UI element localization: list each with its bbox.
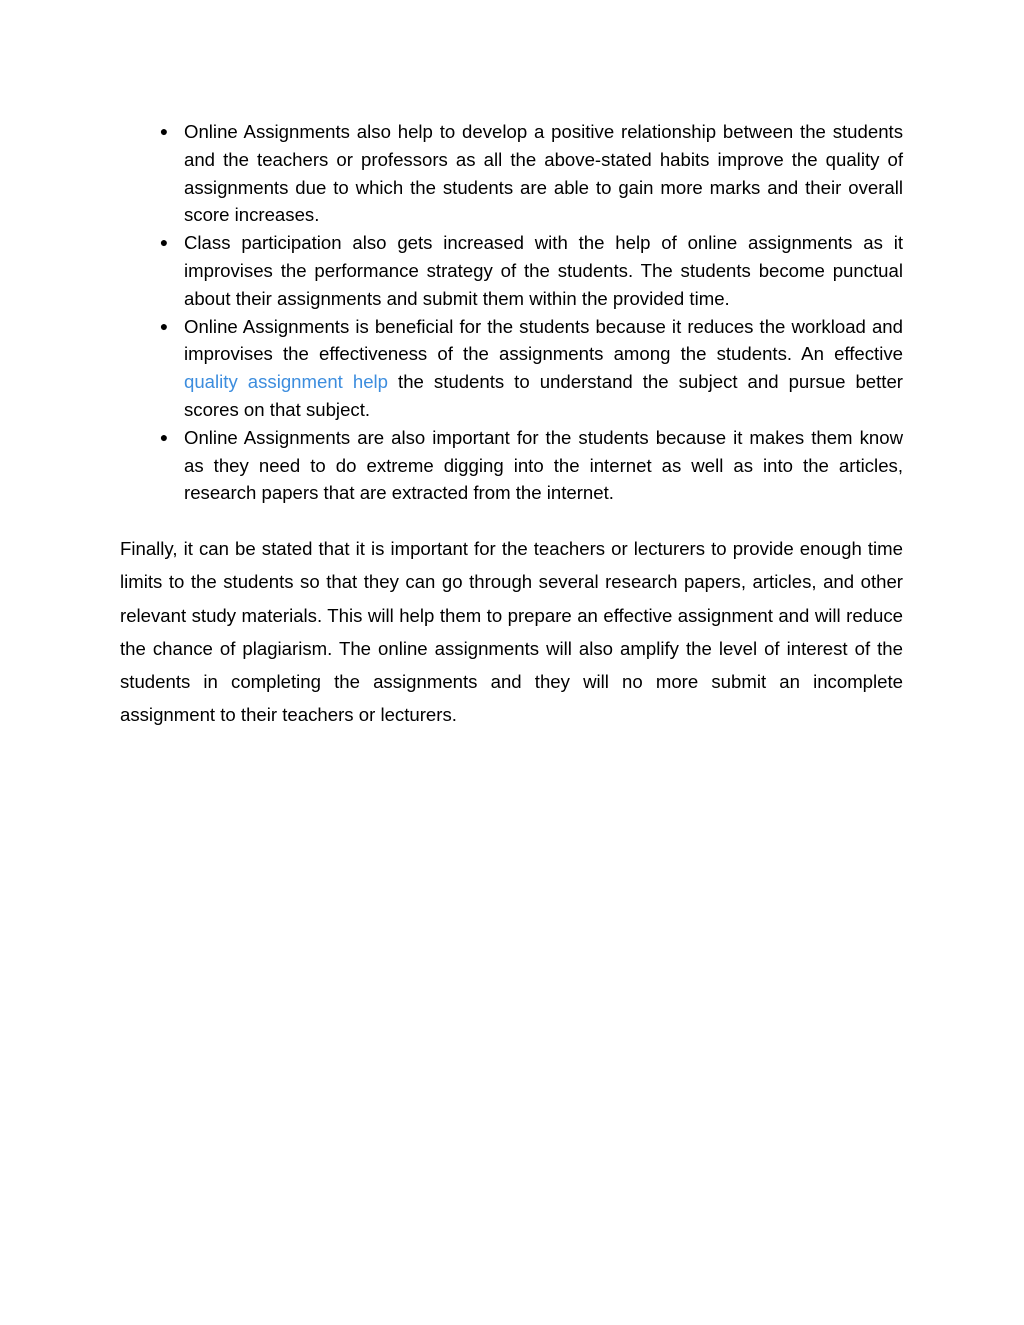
bullet-text-after-link: the students to understand the subject and pursue better scores on that subject. — [184, 371, 903, 420]
bullet-text-before-link: Online Assignments is beneficial for the students because it reduces the workload and improvises the effectiveness of the assignments among the students. An effective — [184, 315, 903, 365]
list-item — [120, 313, 903, 424]
bullet-icon: ● — [159, 234, 169, 251]
bullet-icon: ● — [159, 317, 169, 334]
list-item — [120, 118, 903, 229]
quality-assignment-help-link[interactable]: quality assignment help — [184, 371, 389, 393]
bullet-text: Online Assignments are also important for the students because it makes them know as they need to do extreme digging into the internet as well as into the articles, research papers that are extracted from the internet. — [184, 426, 903, 504]
list-item — [120, 229, 903, 312]
bullet-text: Online Assignments also help to develop a positive relationship between the students and the teachers or professors as all the above-stated habits improve the quality of assignments due to which the students are able to gain more marks and their overall score increases. — [184, 121, 903, 226]
bullet-list — [120, 118, 903, 507]
list-item — [120, 424, 903, 507]
bullet-text: Class participation also gets increased with the help of online assignments as it improvises the performance strategy of the students. The students become punctual about their assignments and submit them within the provided time. — [184, 232, 903, 309]
bullet-icon: ● — [159, 428, 169, 445]
closing-paragraph: Finally, it can be stated that it is important for the teachers or lecturers to provide enough time limits to the students so that they can go through several research papers, articles, and other relevant study materials. This will help them to prepare an effective assignment and will reduce the chance of plagiarism. The online assignments will also amplify the level of interest of the students in completing the assignments and they will no more submit an incomplete assignment to their teachers or lecturers. — [120, 538, 903, 726]
bullet-icon: ● — [159, 123, 169, 139]
